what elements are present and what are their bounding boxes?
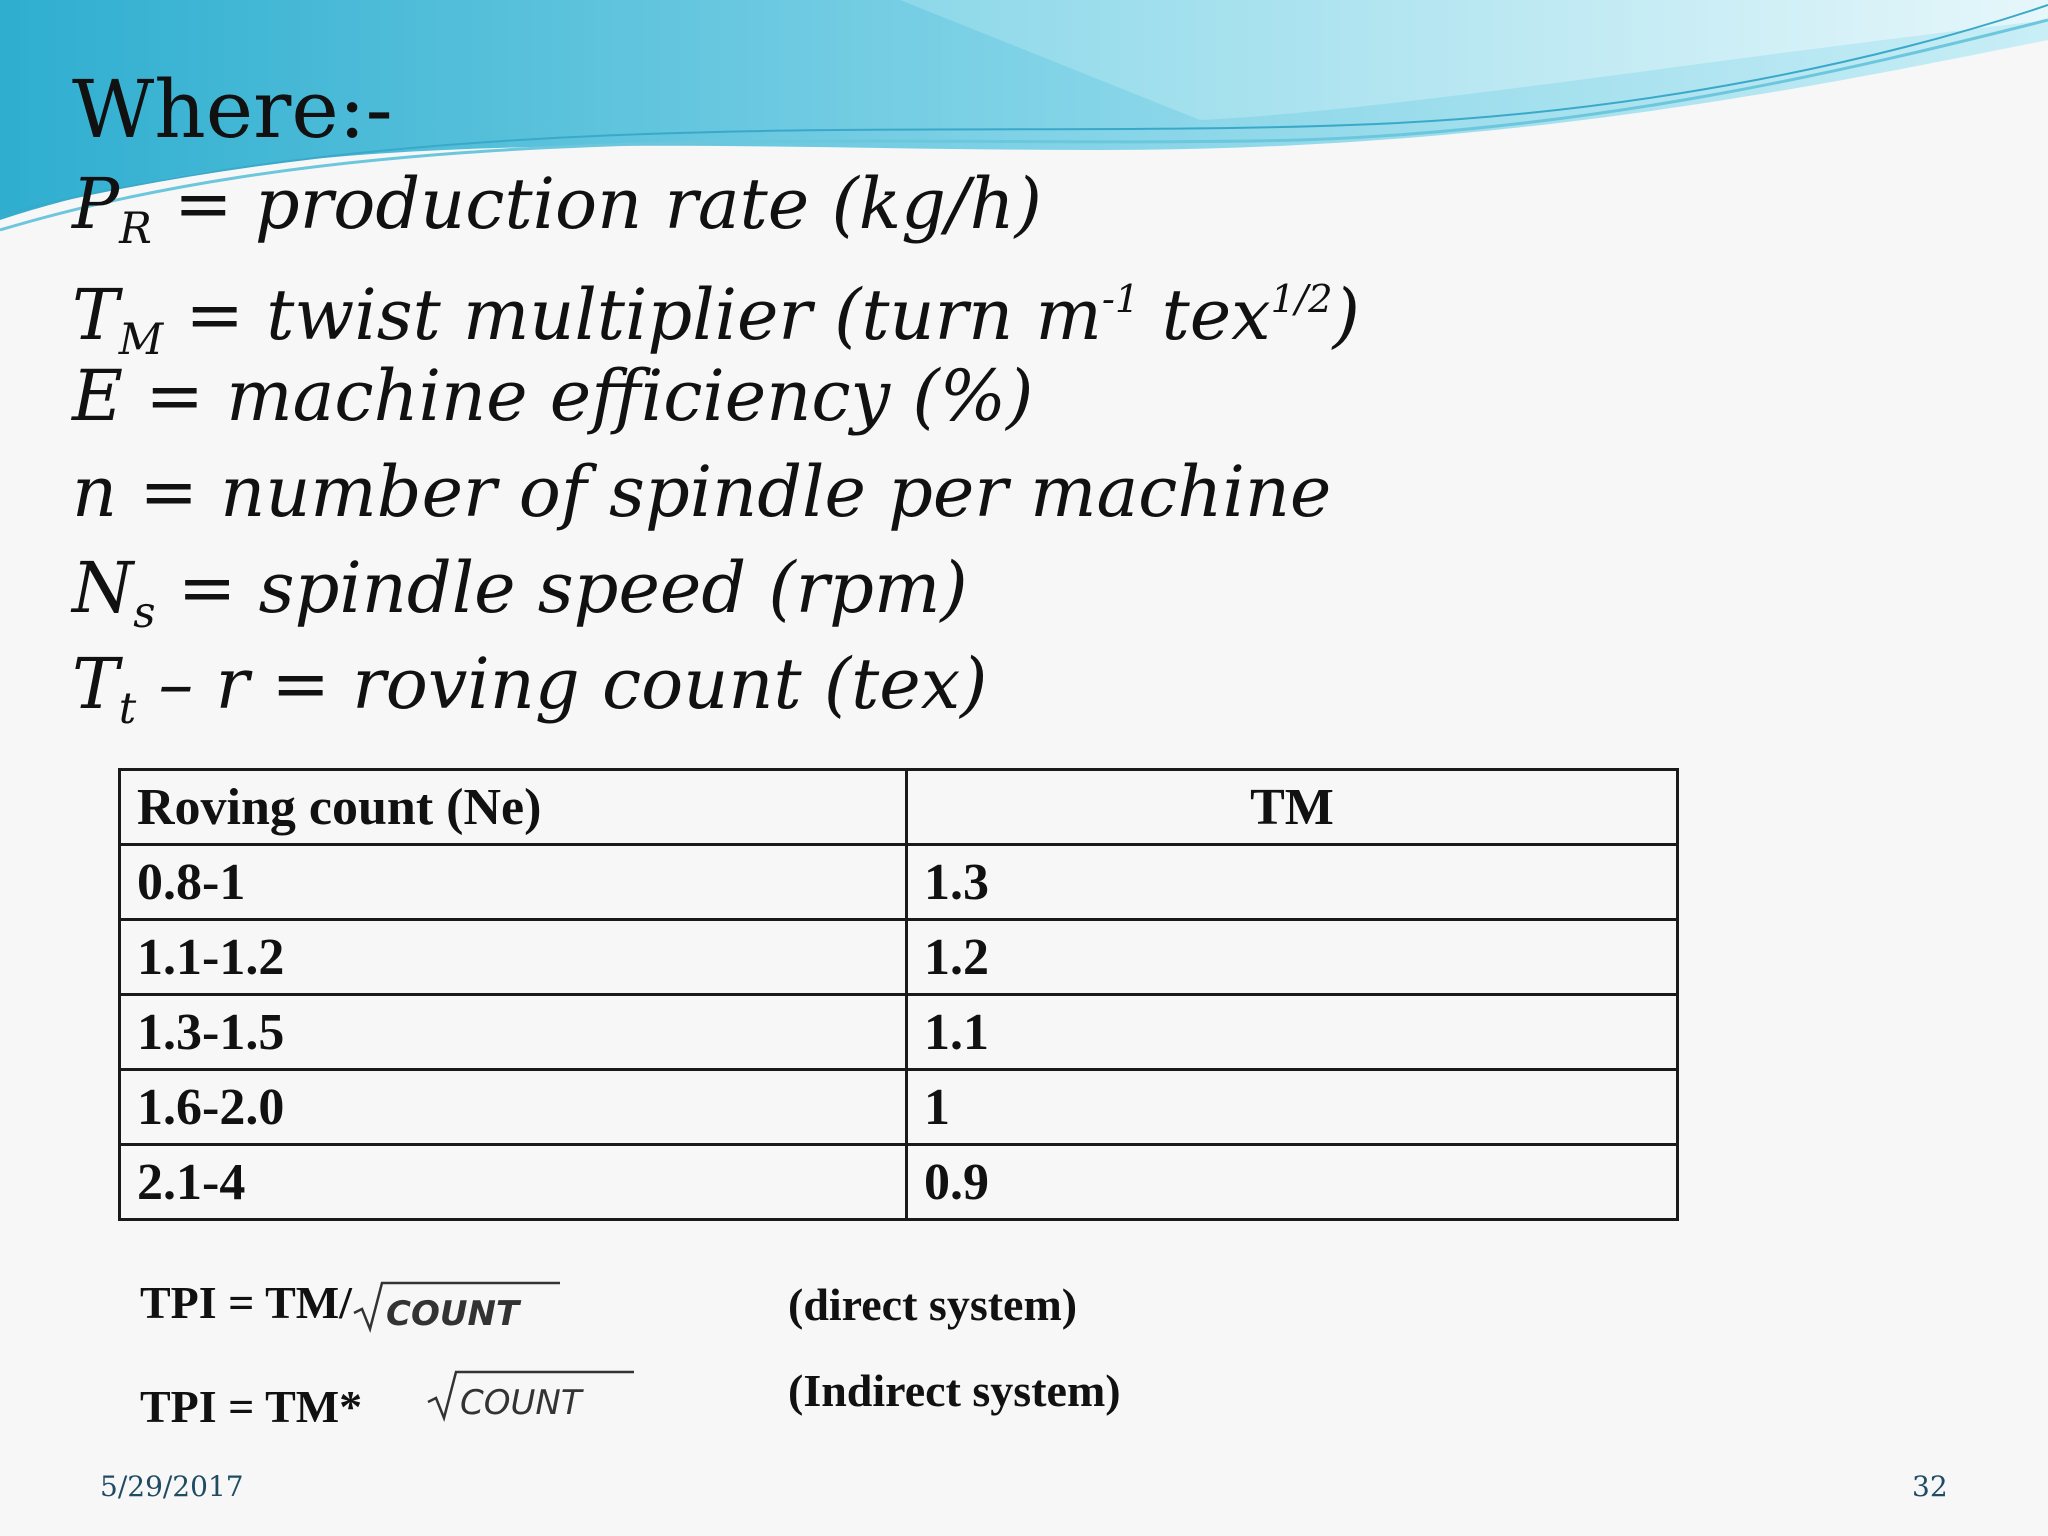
square-root-count	[352, 1279, 562, 1335]
table-row	[120, 1070, 1678, 1145]
table-header-roving-count: Roving count (Ne)	[120, 770, 907, 845]
formula-direct-system: TPI = TM/ COUNT	[140, 1276, 562, 1335]
table-row	[120, 920, 1678, 995]
table-row	[120, 995, 1678, 1070]
slide-heading: Where:-	[72, 63, 393, 156]
table-cell: 0.8-1	[120, 845, 907, 920]
formula-indirect-system: TPI = TM*	[140, 1381, 363, 1432]
footer-page-number: 32	[1912, 1470, 1948, 1503]
square-root-count-indirect	[426, 1368, 636, 1424]
table-cell: 1	[907, 1070, 1678, 1145]
table-cell: 1.1-1.2	[120, 920, 907, 995]
table-cell: 1.3	[907, 845, 1678, 920]
table-row	[120, 845, 1678, 920]
svg-text:COUNT: COUNT	[385, 1294, 520, 1335]
direct-system-label: (direct system)	[788, 1279, 1078, 1330]
definition-production-rate: $P_R$ = production rate (kg/h)	[72, 163, 1042, 255]
table-cell: 1.3-1.5	[120, 995, 907, 1070]
tm-table	[118, 768, 1679, 1221]
definition-machine-efficiency: E = machine efficiency (%)	[72, 355, 1034, 437]
indirect-system-label: (Indirect system)	[788, 1365, 1121, 1416]
table-cell: 1.2	[907, 920, 1678, 995]
table-cell: 2.1-4	[120, 1145, 907, 1220]
footer-date: 5/29/2017	[100, 1470, 244, 1503]
definition-roving-count: $T_t$ – r = roving count (tex)	[72, 643, 988, 735]
table-header-row	[120, 770, 1678, 845]
table-cell: 1.1	[907, 995, 1678, 1070]
definition-twist-multiplier: $T_M$ = twist multiplier (turn $m^{-1}$ tex$^{1/2}$)	[72, 273, 1360, 366]
table-header-tm: TM	[907, 770, 1678, 845]
svg-text:COUNT: COUNT	[460, 1383, 582, 1423]
table-row	[120, 1145, 1678, 1220]
table-cell: 1.6-2.0	[120, 1070, 907, 1145]
definition-spindle-count: n = number of spindle per machine	[72, 451, 1332, 533]
table-cell: 0.9	[907, 1145, 1678, 1220]
definition-spindle-speed: $N_s$ = spindle speed (rpm)	[72, 547, 968, 639]
